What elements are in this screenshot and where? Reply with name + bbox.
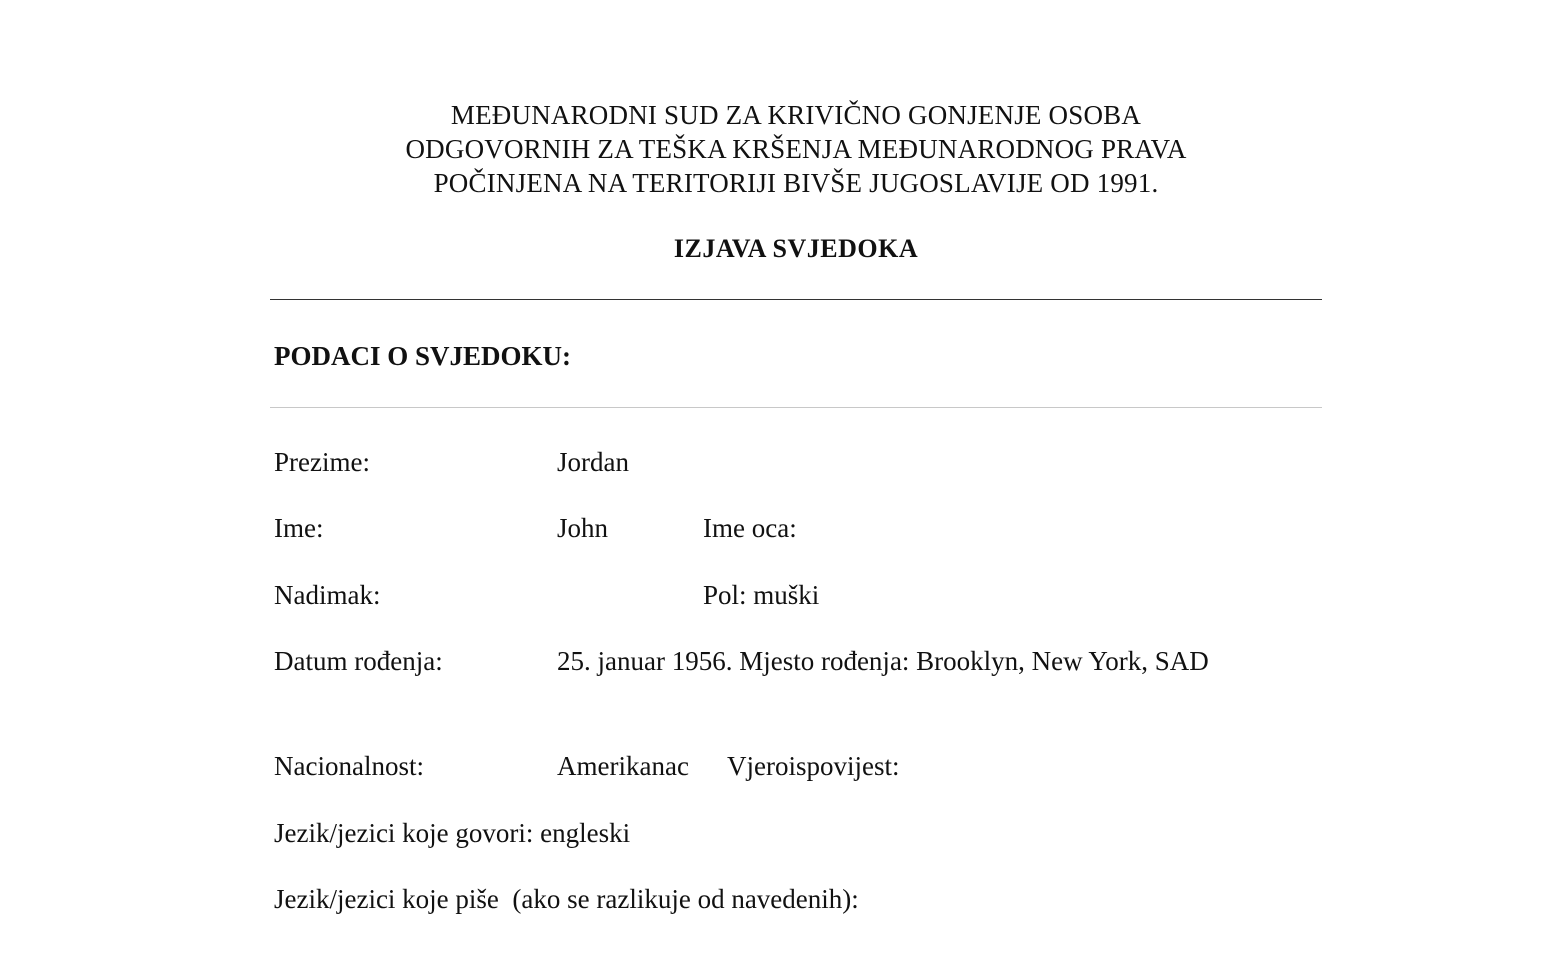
- document-title: IZJAVA SVJEDOKA: [673, 234, 919, 263]
- sex-field: Pol: muški: [703, 580, 820, 610]
- header-line-3: POČINJENA NA TERITORIJI BIVŠE JUGOSLAVIJE OD 1991.: [433, 168, 1159, 198]
- section-divider: [270, 407, 1322, 408]
- written-languages: Jezik/jezici koje piše (ako se razlikuje od navedenih):: [274, 884, 859, 914]
- nationality-value: Amerikanac: [557, 751, 689, 781]
- surname-label: Prezime:: [274, 447, 370, 477]
- title-divider: [270, 299, 1322, 300]
- header-line-2: ODGOVORNIH ZA TEŠKA KRŠENJA MEĐUNARODNOG PRAVA: [405, 134, 1187, 164]
- father-name-label: Ime oca:: [703, 513, 797, 543]
- date-of-birth-value: 25. januar 1956. Mjesto rođenja: Brooklyn, New York, SAD: [557, 646, 1209, 676]
- name-label: Ime:: [274, 513, 324, 543]
- header-line-1: MEĐUNARODNI SUD ZA KRIVIČNO GONJENJE OSOBA: [450, 100, 1142, 130]
- document-header: [270, 98, 1322, 200]
- date-of-birth-label: Datum rođenja:: [274, 646, 443, 676]
- nationality-label: Nacionalnost:: [274, 751, 424, 781]
- religion-label: Vjeroispovijest:: [727, 751, 900, 781]
- name-value: John: [557, 513, 609, 543]
- spoken-languages: Jezik/jezici koje govori: engleski: [274, 818, 631, 848]
- section-heading: PODACI O SVJEDOKU:: [274, 341, 572, 371]
- surname-value: Jordan: [557, 447, 629, 477]
- nickname-label: Nadimak:: [274, 580, 381, 610]
